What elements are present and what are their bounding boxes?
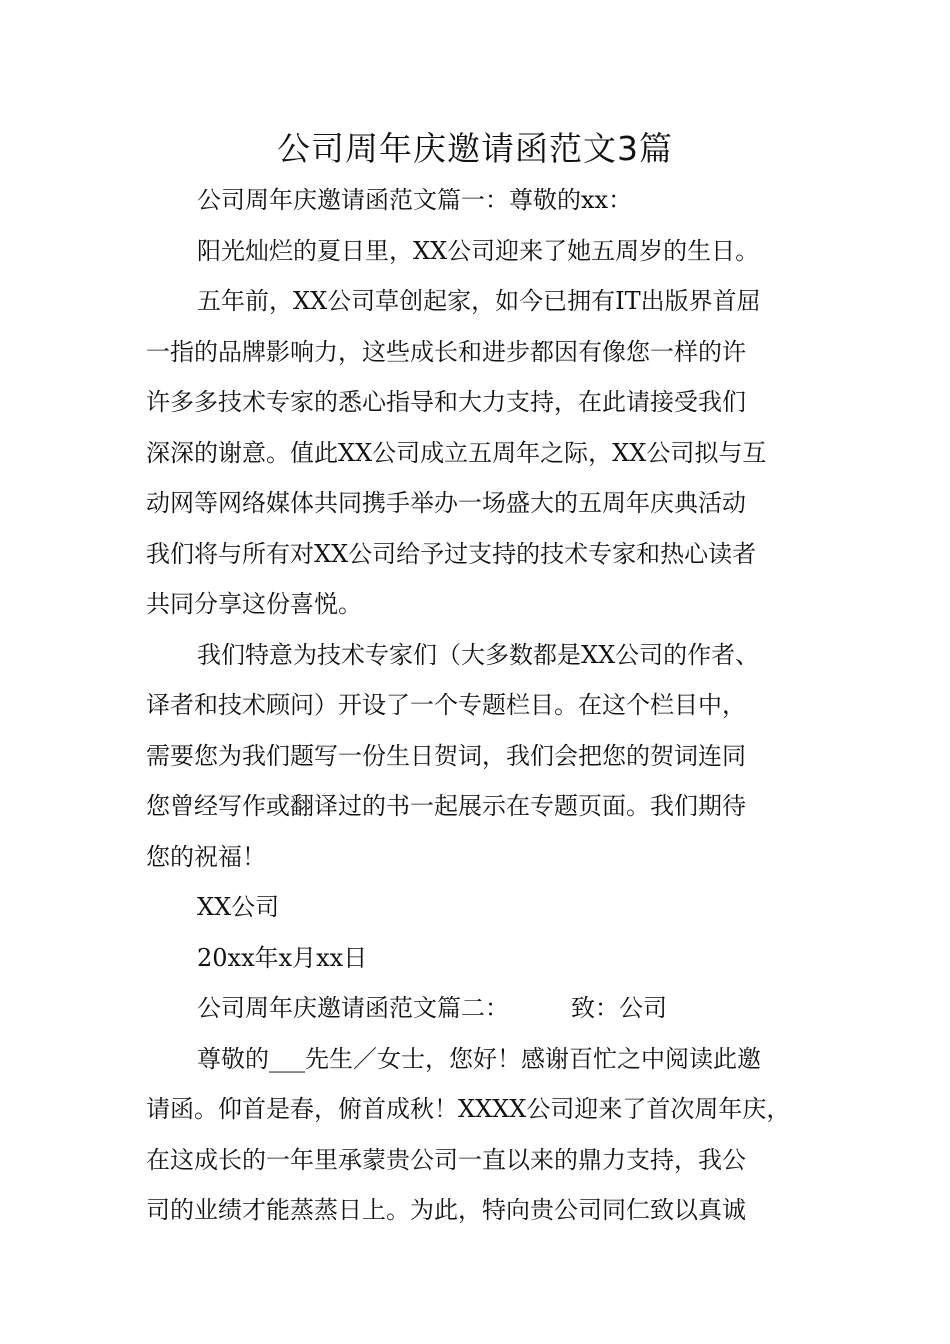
paragraph-line: 一指的品牌影响力，这些成长和进步都因有像您一样的许: [146, 337, 746, 366]
signature-date: 20xx年x月xx日: [197, 943, 368, 972]
paragraph-line: 深深的谢意。值此XX公司成立五周年之际，XX公司拟与互: [146, 438, 767, 467]
paragraph-line: 需要您为我们题写一份生日贺词，我们会把您的贺词连同: [146, 741, 746, 770]
section2-recipient: 致：公司: [571, 994, 667, 1022]
paragraph-line: 司的业绩才能蒸蒸日上。为此，特向贵公司同仁致以真诚: [146, 1196, 746, 1224]
document-body: [146, 175, 822, 1236]
section2-heading: 公司周年庆邀请函范文篇二：: [197, 994, 509, 1022]
signature-company: XX公司: [197, 893, 280, 921]
paragraph-line: 您曾经写作或翻译过的书一起展示在专题页面。我们期待: [146, 792, 746, 820]
paragraph-line: 在这成长的一年里承蒙贵公司一直以来的鼎力支持，我公: [146, 1145, 746, 1174]
paragraph-line: 许多多技术专家的悉心指导和大力支持，在此请接受我们: [146, 388, 746, 416]
paragraph-line: 动网等网络媒体共同携手举办一场盛大的五周年庆典活动: [146, 489, 746, 517]
paragraph-line: 五年前，XX公司草创起家，如今已拥有IT出版界首屈: [197, 287, 761, 315]
paragraph-line: 我们特意为技术专家们（大多数都是XX公司的作者、: [197, 640, 760, 669]
paragraph-line: 阳光灿烂的夏日里，XX公司迎来了她五周岁的生日。: [197, 236, 760, 265]
paragraph-line: 共同分享这份喜悦。: [146, 590, 362, 618]
paragraph-line: 尊敬的___先生／女士，您好！感谢百忙之中阅读此邀: [197, 1044, 761, 1073]
section1-heading: 公司周年庆邀请函范文篇一：尊敬的xx：: [197, 186, 633, 214]
document-title: 公司周年庆邀请函范文3篇: [277, 129, 673, 168]
paragraph-line: 我们将与所有对XX公司给予过支持的技术专家和热心读者: [146, 539, 757, 568]
paragraph-line: 您的祝福！: [146, 842, 266, 871]
paragraph-line: 译者和技术顾问）开设了一个专题栏目。在这个栏目中，: [146, 691, 746, 719]
section2-heading-line: [146, 983, 822, 1034]
paragraph-line: 请函。仰首是春，俯首成秋！XXXX公司迎来了首次周年庆，: [146, 1095, 791, 1123]
